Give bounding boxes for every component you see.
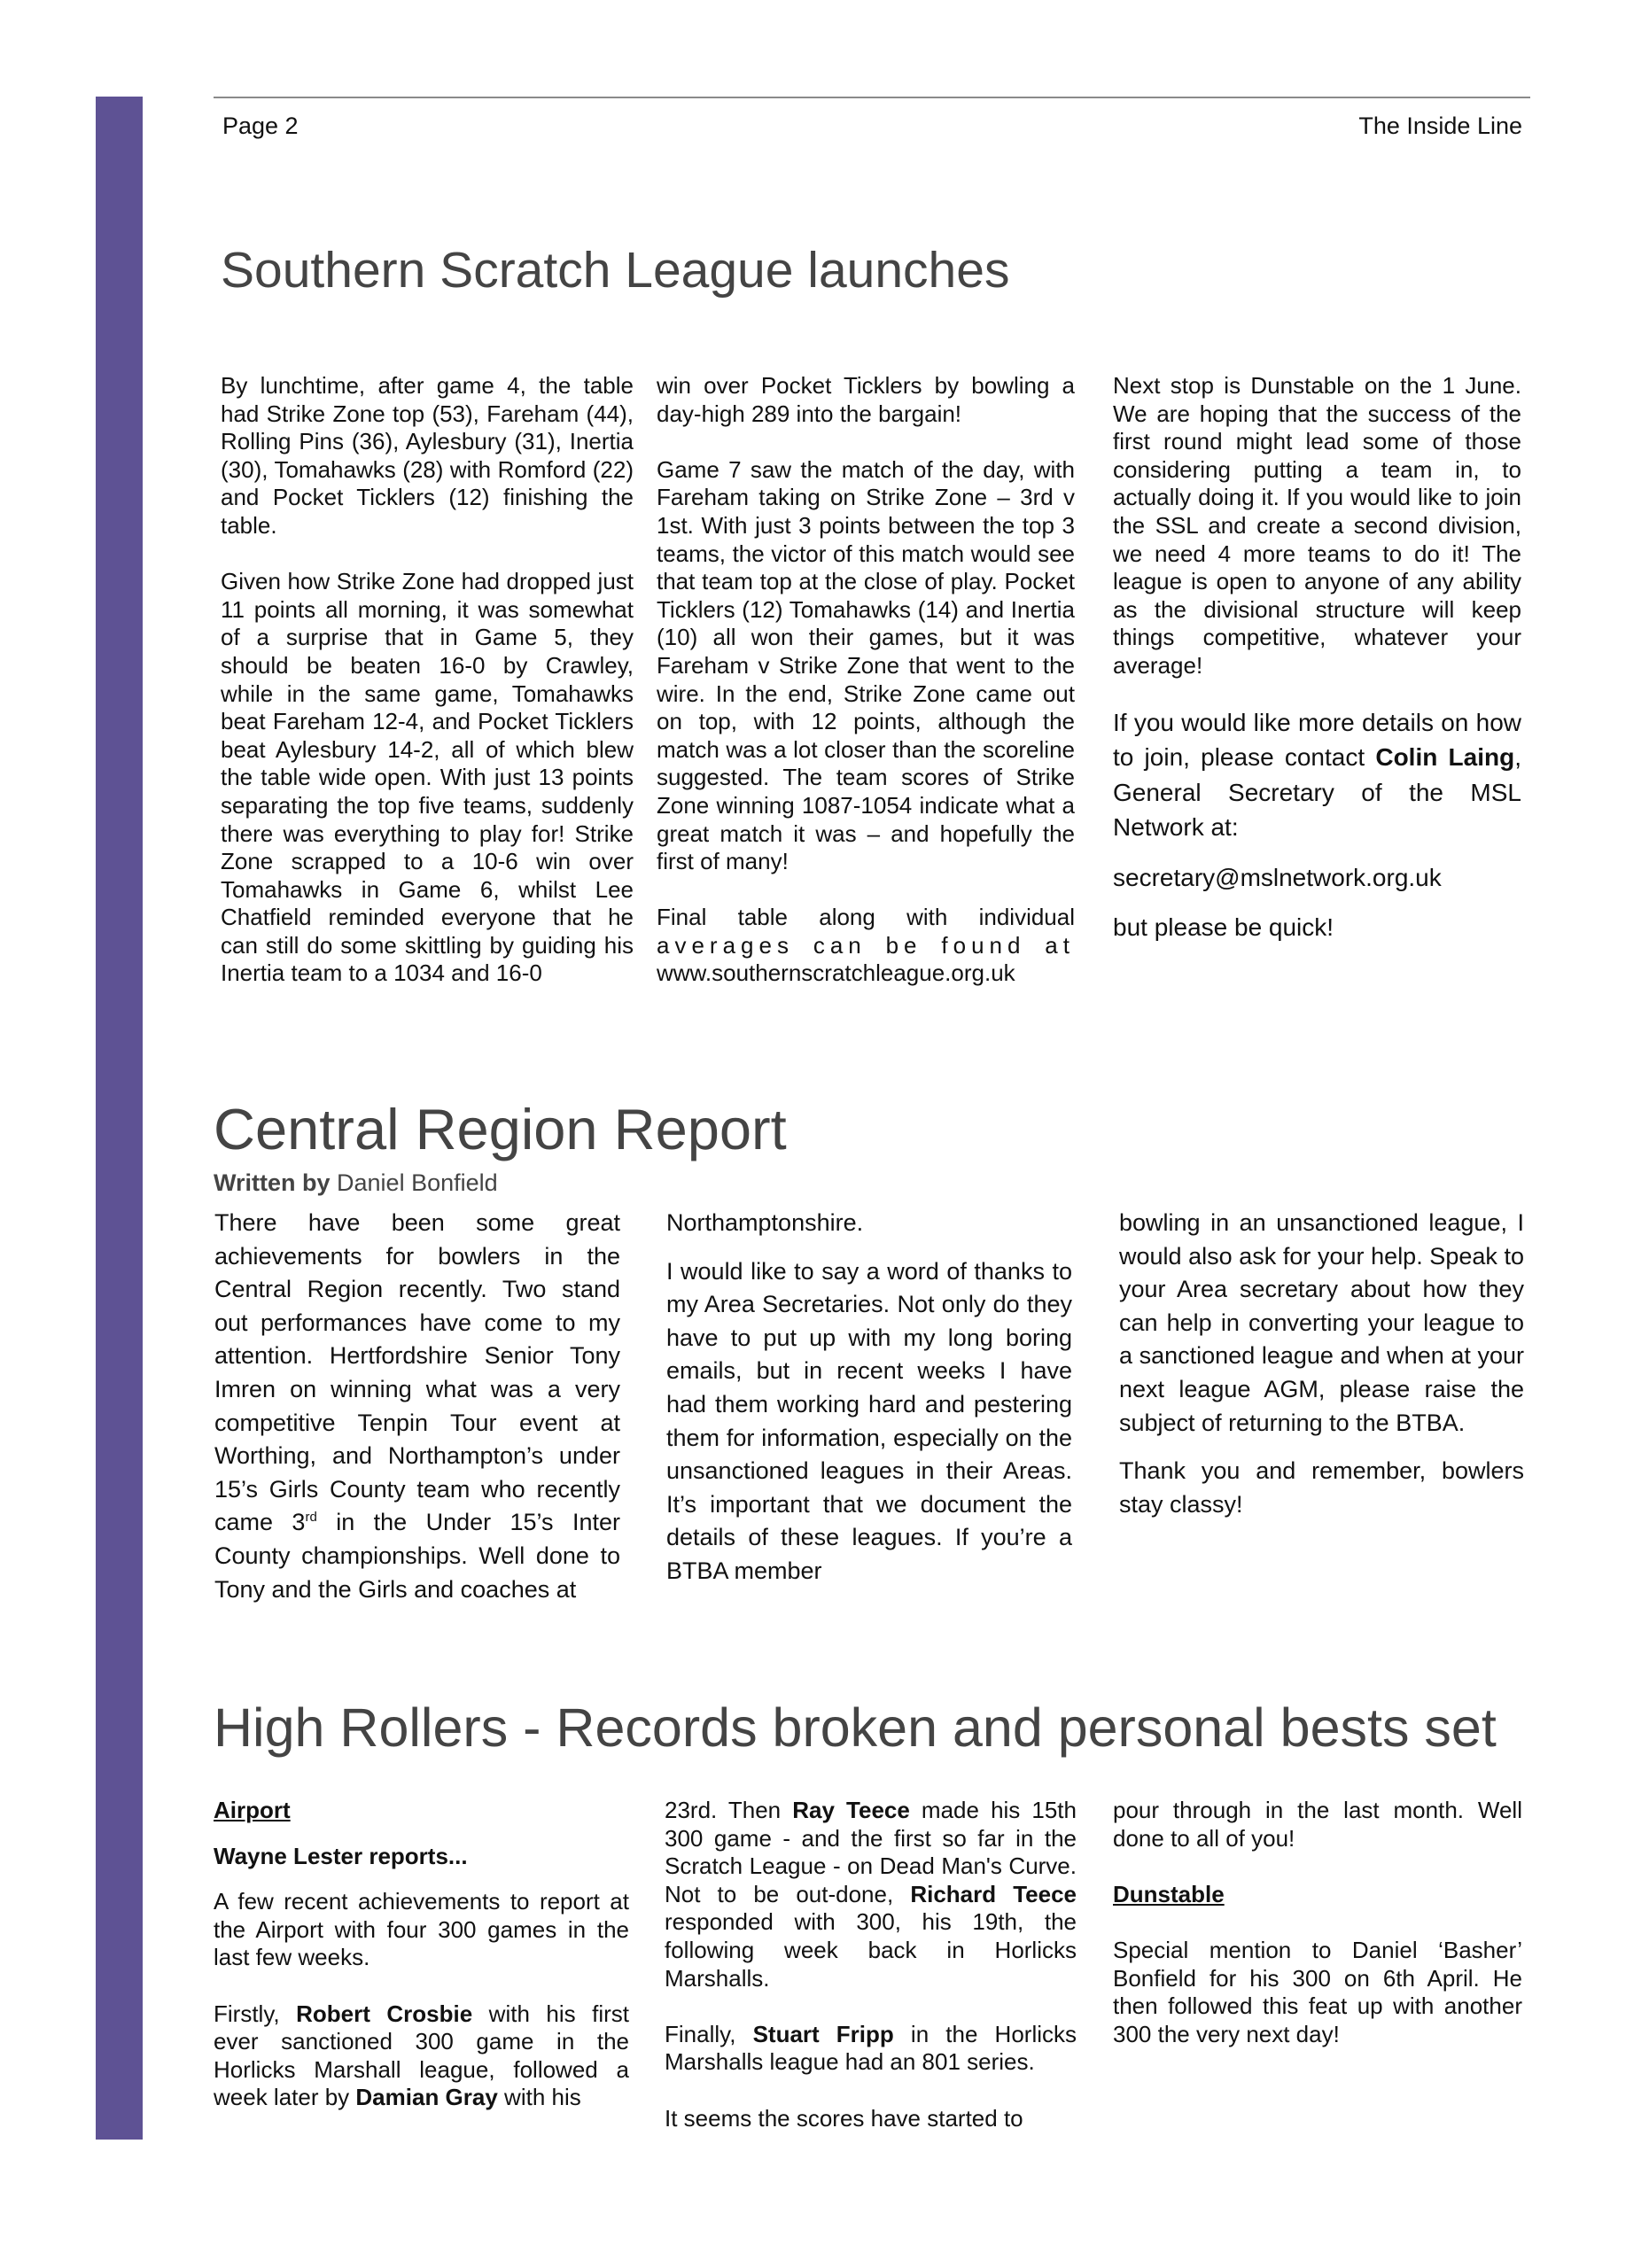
contact-name: Colin Laing bbox=[1375, 743, 1515, 772]
text: in the Under 15’s Inter County championships. Well done to Tony and the Girls and coaches at bbox=[214, 1509, 620, 1603]
reporter-line: Wayne Lester reports... bbox=[214, 1842, 468, 1869]
article-column-1 bbox=[221, 372, 634, 988]
contact-role: , General Secretary of the MSL Network at: bbox=[1113, 743, 1521, 842]
venue-heading-airport: Airport bbox=[214, 1797, 291, 1823]
article-column-3 bbox=[1119, 1207, 1524, 1521]
article-title: High Rollers - Records broken and personal bests set bbox=[214, 1697, 1497, 1758]
byline-author: Daniel Bonfield bbox=[330, 1169, 498, 1196]
paragraph: bowling in an unsanctioned league, I would also ask for your help. Speak to your Area secretary about how they can help in converting your league to a sanctioned league and when at your next league AGM, please raise the subject of returning to the BTBA. bbox=[1119, 1209, 1524, 1436]
article-title: Southern Scratch League launches bbox=[221, 242, 1010, 299]
article-title: Central Region Report bbox=[214, 1097, 787, 1161]
text: responded with 300, his 19th, the following week back in Horlicks Marshalls. bbox=[665, 1908, 1077, 1992]
final-table-text: averages can be found at bbox=[657, 931, 1075, 959]
text: 23rd. Then bbox=[665, 1797, 793, 1823]
paragraph bbox=[214, 2000, 629, 2112]
paragraph: Thank you and remember, bowlers stay classy! bbox=[1119, 1457, 1524, 1518]
accent-sidebar-bar bbox=[96, 97, 143, 2140]
header-rule bbox=[214, 97, 1530, 98]
paragraph bbox=[665, 2021, 1077, 2077]
paragraph: win over Pocket Ticklers by bowling a day-high 289 into the bargain! bbox=[657, 372, 1075, 427]
publication-name: The Inside Line bbox=[1358, 113, 1522, 139]
article-column-2 bbox=[665, 1797, 1077, 2132]
text: with his bbox=[497, 2084, 581, 2111]
byline bbox=[214, 1169, 498, 1197]
paragraph: I would like to say a word of thanks to my Area Secretaries. Not only do they have to put up with my long boring emails, but in recent weeks I have had them working hard and pestering them for information, especially on the unsanctioned leagues in their Areas. It’s important that we document the details of these leagues. If you’re a BTBA member bbox=[666, 1257, 1072, 1584]
text: There have been some great achievements for bowlers in the Central Region recently. Two stand out performances have come to my attention. Hertfordshire Senior Tony Imren on winning what was a very competitive Tenpin Tour event at Worthing, and Northampton’s under 15’s Girls County team who recently came 3 bbox=[214, 1209, 620, 1536]
contact-closing: but please be quick! bbox=[1113, 913, 1334, 942]
paragraph-final-table bbox=[657, 904, 1075, 988]
bowler-name: Stuart Fripp bbox=[752, 2020, 894, 2047]
paragraph: Next stop is Dunstable on the 1 June. We are hoping that the success of the first round might lead some of those considering putting a team in, to actually doing it. If you would like to join the SSL and create a second division, we need 4 more teams to do it! The league is open to anyone of any ability as the divisional structure will keep things competitive, whatever your average! bbox=[1113, 372, 1521, 679]
ordinal-superscript: rd bbox=[305, 1510, 317, 1526]
paragraph: Northamptonshire. bbox=[666, 1209, 864, 1236]
final-table-text: Final table along with individual bbox=[657, 904, 1075, 931]
page-number: Page 2 bbox=[222, 113, 299, 139]
text: in the Horlicks Marshalls league had an 801 series. bbox=[665, 2020, 1077, 2076]
article-column-3 bbox=[1113, 1797, 1522, 2048]
text: made his 15th 300 game - and the first so far in the Scratch League - on Dead Man's Curve. Not to be out-done, bbox=[665, 1797, 1077, 1907]
article-column-1 bbox=[214, 1207, 620, 1606]
text: with his first ever sanctioned 300 game in the Horlicks Marshall league, followed a week later by bbox=[214, 2000, 630, 2111]
league-website-link[interactable]: www.southernscratchleague.org.uk bbox=[657, 959, 1015, 987]
bowler-name: Robert Crosbie bbox=[296, 2000, 473, 2027]
paragraph bbox=[214, 1207, 620, 1606]
paragraph: Game 7 saw the match of the day, with Fareham taking on Strike Zone – 3rd v 1st. With just 3 points between the top 3 teams, the victor of this match would see that team top at the close of play. Pocket Ticklers (12) Tomahawks (14) and Inertia (10) all won their games, but it was Fareham v Strike Zone that went to the wire. In the end, Strike Zone came out on top, with 12 points, although the match was a lot closer than the scoreline suggested. The team scores of Strike Zone winning 1087-1054 indicate what a great match it was – and hopefully the first of many! bbox=[657, 455, 1075, 875]
paragraph: Special mention to Daniel ‘Basher’ Bonfield for his 300 on 6th April. He then followed this feat up with another 300 the very next day! bbox=[1113, 1936, 1522, 2047]
bowler-name: Damian Gray bbox=[355, 2084, 498, 2111]
contact-email-link[interactable]: secretary@mslnetwork.org.uk bbox=[1113, 863, 1442, 891]
article-column-3 bbox=[1113, 372, 1521, 945]
paragraph: By lunchtime, after game 4, the table had Strike Zone top (53), Fareham (44), Rolling Pins (36), Aylesbury (31), Inertia (30), Tomahawks (28) with Romford (22) and Pocket Ticklers (12) finishing the table. bbox=[221, 372, 634, 539]
bowler-name: Ray Teece bbox=[792, 1797, 910, 1823]
contact-block bbox=[1113, 705, 1521, 945]
contact-intro: If you would like more details on how to join, please contact bbox=[1113, 708, 1521, 772]
paragraph: It seems the scores have started to bbox=[665, 2104, 1023, 2132]
text: Finally, bbox=[665, 2020, 753, 2047]
bowler-name: Richard Teece bbox=[910, 1880, 1077, 1907]
article-column-2 bbox=[666, 1207, 1072, 1588]
article-column-2 bbox=[657, 372, 1075, 988]
article-column-1 bbox=[214, 1797, 629, 2112]
paragraph: pour through in the last month. Well done to all of you! bbox=[1113, 1797, 1522, 1852]
paragraph bbox=[665, 1797, 1077, 1992]
byline-label: Written by bbox=[214, 1169, 331, 1196]
venue-heading-dunstable: Dunstable bbox=[1113, 1880, 1225, 1907]
paragraph: Given how Strike Zone had dropped just 11 points all morning, it was somewhat of a surprise that in Game 5, they should be beaten 16-0 by Crawley, while in the same game, Tomahawks beat Fareham 12-4, and Pocket Ticklers beat Aylesbury 14-2, all of which blew the table wide open. With just 13 points separating the top five teams, suddenly there was everything to play for! Strike Zone scrapped to a 10-6 win over Tomahawks in Game 6, whilst Lee Chatfield reminded everyone that he can still do some skittling by guiding his Inertia team to a 1034 and 16-0 bbox=[221, 568, 634, 987]
paragraph: A few recent achievements to report at the Airport with four 300 games in the last few weeks. bbox=[214, 1888, 629, 1971]
text: Firstly, bbox=[214, 2000, 297, 2027]
contact-paragraph bbox=[1113, 705, 1521, 845]
